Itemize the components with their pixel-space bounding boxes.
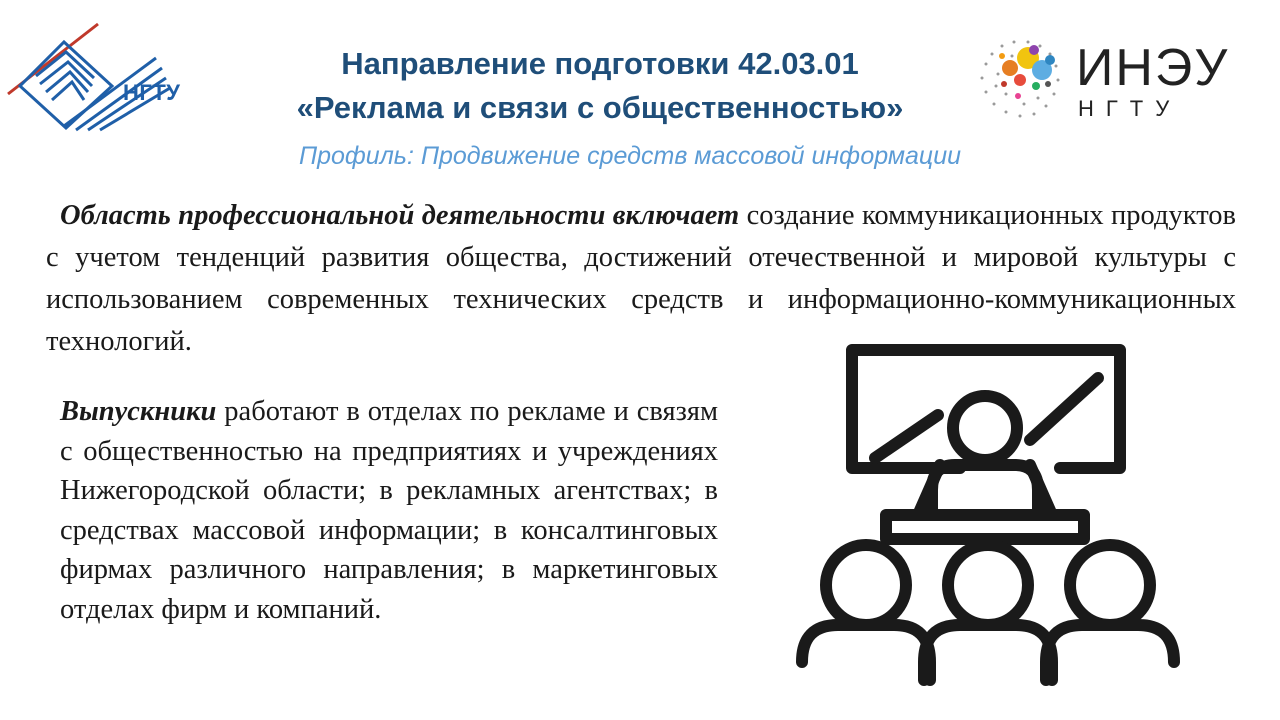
- ineu-dots-icon: [976, 34, 1076, 129]
- page-title-line-2: «Реклама и связи с общественностью»: [296, 90, 904, 125]
- lecture-illustration: [790, 340, 1185, 715]
- ngtu-logo-text: НГТУ: [123, 80, 181, 105]
- profile-subtitle: Профиль: Продвижение средств массовой информации: [298, 142, 962, 170]
- graduates-paragraph: [60, 392, 718, 629]
- ngtu-logo: [6, 22, 196, 132]
- page-header: [200, 42, 1000, 130]
- ineu-logo-subtext: НГТУ: [1078, 96, 1182, 121]
- page-title-line-1: Направление подготовки 42.03.01: [341, 46, 859, 81]
- professional-activity-text: создание коммуникационных продуктов с учетом тенденций развития общества, достижений отечественной и мировой культуры с использованием современных технических средств и информационно-коммуникационных технологий.: [46, 200, 1236, 357]
- graduates-text: работают в отделах по рекламе и связям с общественностью на предприятиях и учреждениях Нижегородской области; в рекламных агентствах; в средствах массовой информации; в консалтинговых фирмах различного направления; в маркетинговых отделах фирм и компаний.: [60, 396, 718, 625]
- ineu-logo-emblem: [976, 34, 1076, 129]
- graduates-lead: Выпускники: [60, 396, 217, 427]
- professional-activity-lead: Область профессиональной деятельности включает: [60, 200, 740, 231]
- lecture-presentation-icon: [790, 340, 1185, 715]
- ngtu-emblem-icon: [6, 22, 196, 132]
- professional-activity-paragraph: [46, 195, 1236, 363]
- ineu-logo-text: ИНЭУ: [1076, 39, 1230, 97]
